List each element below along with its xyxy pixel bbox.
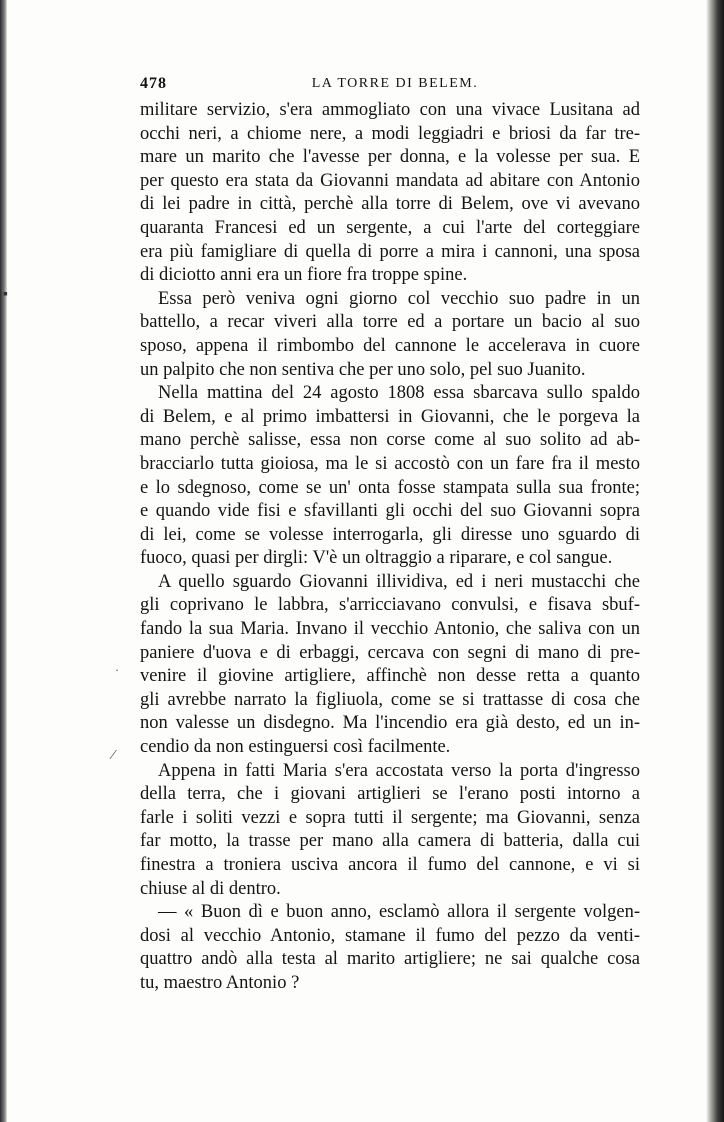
margin-mark: ▪ (3, 287, 8, 302)
text-line: quattro andò alla testa al marito artigliere; ne sai qualche cosa (140, 949, 640, 970)
text-line: di diciotto anni era un fiore fra troppe spine. (140, 265, 468, 286)
text-line: dosi al vecchio Antonio, stamane il fumo del pezzo da venti- (140, 925, 640, 946)
text-line: di lei, come se volesse interrogarla, gli diresse uno sguardo di (140, 524, 640, 545)
text-line: e lo sdegnoso, come se un' onta fosse stampata sulla sua fronte; (140, 477, 640, 498)
text-line: finestra a troniera usciva ancora il fumo del cannone, e vi si (140, 855, 640, 875)
text-line: A quello sguardo Giovanni illividiva, ed i neri mustacchi che (158, 571, 640, 592)
text-line: occhi neri, a chiome nere, a modi leggiadri e briosi da far tre- (140, 123, 640, 144)
page-number: 478 (140, 75, 167, 92)
text-line: fando la sua Maria. Invano il vecchio Antonio, che saliva con un (140, 619, 640, 640)
text-line: gli avrebbe narrato la figliuola, come se si trattasse di cosa che (140, 689, 640, 710)
text-line: quaranta Francesi ed un sergente, a cui l'arte del corteggiare (140, 217, 640, 238)
text-line: fuoco, quasi per dirgli: V'è un oltraggio a riparare, e col sangue. (140, 548, 613, 569)
text-line: per questo era stata da Giovanni mandata ad abitare con Antonio (140, 170, 640, 191)
text-line: di Belem, e al primo imbattersi in Giovanni, che le porgeva la (140, 406, 640, 427)
text-line: militare servizio, s'era ammogliato con una vivace Lusitana ad (140, 100, 640, 120)
text-line: non valesse un disdegno. Ma l'incendio era già desto, ed un in- (140, 713, 640, 734)
text-line: un palpito che non sentiva che per uno solo, pel suo Juanito. (140, 359, 586, 380)
text-line: di lei padre in città, perchè alla torre di Belem, ove vi avevano (140, 194, 640, 215)
running-title: LA TORRE DI BELEM. (311, 76, 479, 91)
scan-edge-right (706, 0, 724, 1122)
text-line: chiuse al di dentro. (140, 878, 281, 899)
body-text (140, 99, 640, 996)
paragraph (140, 382, 640, 571)
text-line: mare un marito che l'avesse per donna, e la volesse per sua. E (140, 147, 640, 168)
text-line: tu, maestro Antonio ? (140, 972, 300, 993)
text-line: farle i soliti vezzi e sopra tutti il sergente; ma Giovanni, senza (140, 807, 640, 828)
text-line: della terra, che i giovani artiglieri se l'erano posti intorno a (140, 784, 640, 805)
paragraph (140, 571, 640, 760)
paragraph (140, 760, 640, 902)
text-line: bracciarlo tutta gioiosa, ma le si accostò con un fare fra il mesto (140, 453, 640, 474)
page-header (140, 75, 650, 99)
paragraph (140, 901, 640, 995)
text-line: battello, a recar viveri alla torre ed a portare un bacio al suo (140, 312, 640, 333)
text-line: sposo, appena il rimbombo del cannone le accelerava in cuore (140, 335, 640, 356)
text-line: venire il giovine artigliere, affinchè non desse retta a quanto (140, 666, 640, 687)
text-line: e quando vide fisi e sfavillanti gli occhi del suo Giovanni sopra (140, 501, 640, 522)
text-line: Nella mattina del 24 agosto 1808 essa sbarcava sullo spaldo (158, 383, 640, 404)
text-line: era più famigliare di quella di porre a mira i cannoni, una sposa (140, 241, 640, 262)
paragraph (140, 99, 640, 288)
text-line: — « Buon dì e buon anno, esclamò allora il sergente volgen- (158, 902, 640, 923)
text-line: gli coprivano le labbra, s'arricciavano convulsi, e fisava sbuf- (140, 595, 640, 616)
text-line: Essa però veniva ogni giorno col vecchio suo padre in un (158, 288, 640, 309)
paragraph (140, 288, 640, 382)
margin-mark: · (115, 663, 119, 677)
text-line: mano perchè salisse, essa non corse come al suo solito ad ab- (140, 430, 640, 451)
text-line: Appena in fatti Maria s'era accostata verso la porta d'ingresso (158, 760, 640, 781)
scan-edge-left (0, 0, 7, 1122)
margin-mark: ⁄ (112, 748, 115, 763)
text-line: paniere d'uova e di erbaggi, cercava con segni di mano di pre- (140, 642, 640, 663)
text-line: far motto, la trasse per mano alla camera di batteria, dalla cui (140, 831, 640, 852)
text-line: cendio da non estinguersi così facilmente. (140, 737, 451, 758)
